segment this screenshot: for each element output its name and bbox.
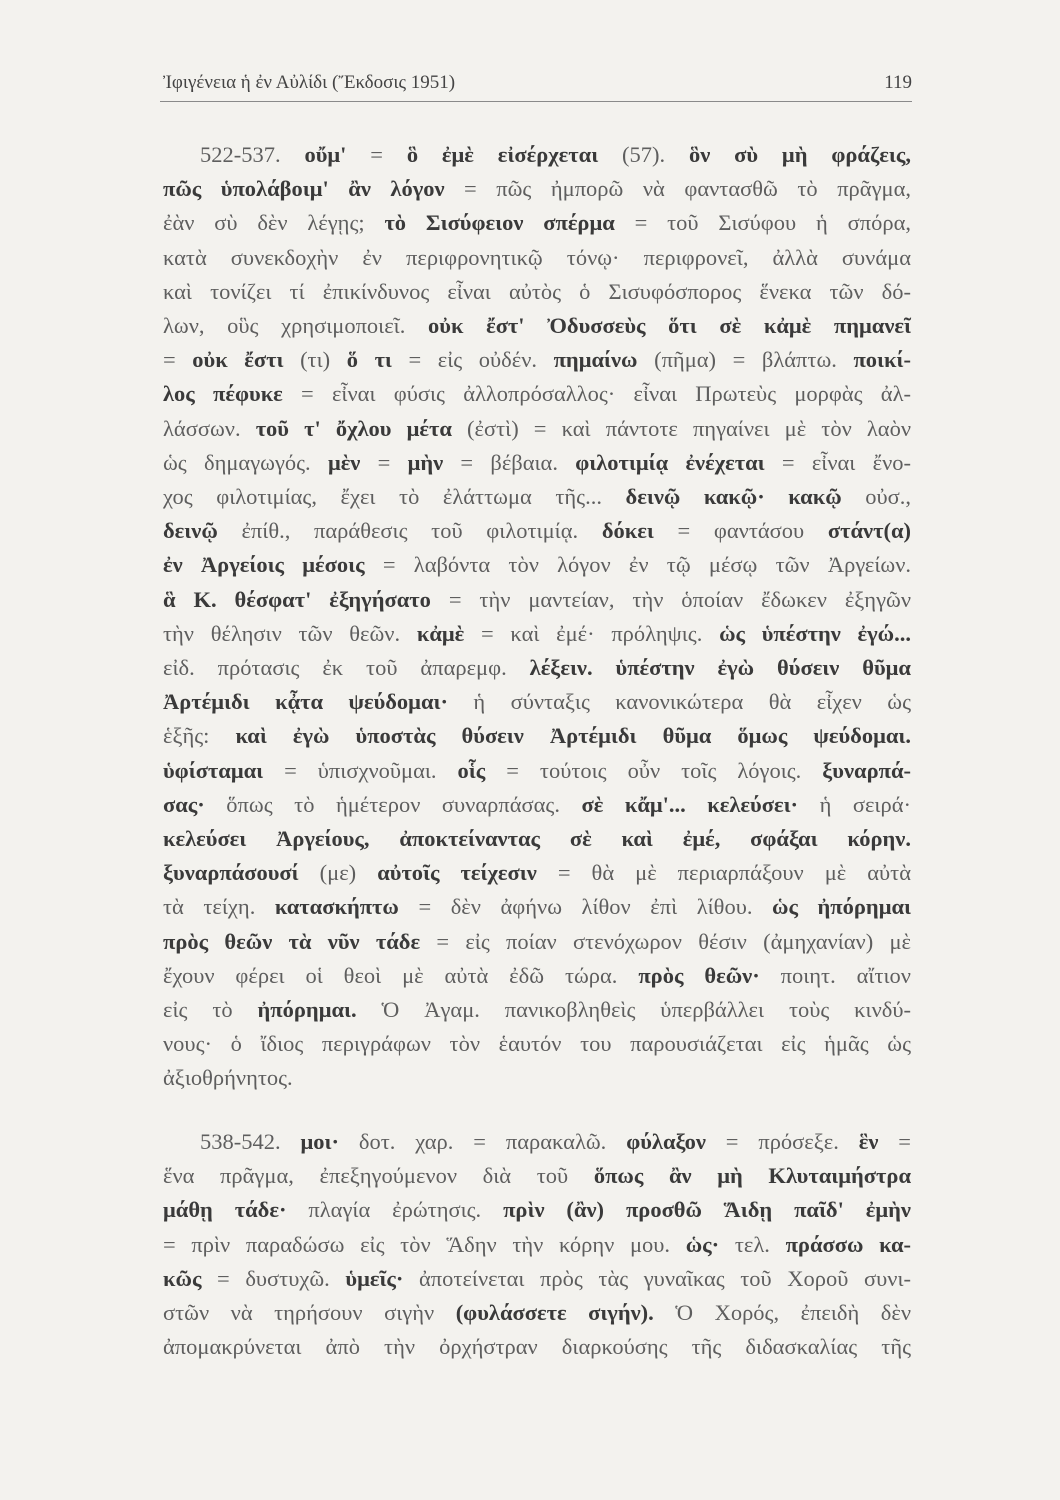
text-line <box>163 379 911 409</box>
lemma-term: πρὸς θεῶν· <box>638 962 760 988</box>
lemma-term: μοι· <box>300 1129 339 1154</box>
gloss-text: = <box>346 142 407 167</box>
gloss-text: οὐσ., <box>841 484 911 509</box>
gloss-text: εἰδ. πρότασις ἐκ τοῦ ἀπαρεμφ. <box>163 655 530 680</box>
text-line <box>163 1298 911 1328</box>
text-line <box>163 790 911 820</box>
gloss-text: = δυστυχῶ. <box>201 1265 346 1291</box>
text-line <box>163 311 911 341</box>
text-line <box>163 927 911 957</box>
gloss-text: = πρὶν παραδώσω εἰς τὸν Ἅδην τὴν κόρην μου. <box>163 1231 686 1257</box>
gloss-text: = λαβόντα τὸν λόγον ἐν τῷ μέσῳ τῶν Ἀργείων. <box>364 552 911 578</box>
running-title: Ἰφιγένεια ἡ ἐν Αὐλίδι (Ἔκδοσις 1951) <box>163 72 456 93</box>
gloss-text: εἰς τὸ <box>163 997 258 1022</box>
text-line <box>163 858 911 888</box>
text-line <box>163 1161 911 1191</box>
lemma-term: οὐκ ἔστι <box>192 347 284 373</box>
gloss-text: ἀποτείνεται πρὸς τὰς γυναῖκας τοῦ Χοροῦ συνι- <box>403 1265 911 1291</box>
lemma-term: κελεύσει Ἀργείους, ἀποκτείναντας σὲ καὶ ἐμέ, σφάξαι κόρην. <box>163 826 911 851</box>
gloss-text: ἡ σύνταξις κανονικώτερα θὰ εἶχεν ὡς <box>447 689 911 715</box>
gloss-text: 538-542. <box>200 1129 301 1154</box>
gloss-text: = <box>360 449 408 475</box>
lemma-term: πράσσω κα- <box>785 1231 912 1257</box>
text-line <box>163 482 911 512</box>
text-line <box>163 824 911 854</box>
lemma-term: μὲν <box>327 449 361 475</box>
lemma-term: δεινῷ <box>163 518 218 544</box>
page-number: 119 <box>884 72 912 93</box>
gloss-text: δοτ. χαρ. = παρακαλῶ. <box>339 1129 627 1154</box>
gloss-text: ἔχουν φέρει οἱ θεοὶ μὲ αὐτὰ ἐδῶ τώρα. <box>163 962 639 988</box>
gloss-text: = θὰ μὲ περιαρπάξουν μὲ αὐτὰ <box>536 860 912 886</box>
lemma-term: πρὸς θεῶν τὰ νῦν τάδε <box>163 928 421 954</box>
gloss-text: = τοῦ Σισύφου ἡ σπόρα, <box>614 210 911 236</box>
lemma-term: ἐν Ἀργείοις μέσοις <box>163 552 365 578</box>
text-line <box>163 140 911 170</box>
text-line <box>163 995 911 1025</box>
text-line <box>163 961 911 991</box>
gloss-text: τὰ τείχη. <box>163 894 275 920</box>
text-line <box>163 619 911 649</box>
lemma-term: ἓν <box>858 1129 879 1154</box>
gloss-text: = εἰς οὐδέν. <box>391 347 554 373</box>
lemma-term: ὡς· <box>685 1231 720 1257</box>
lemma-term: οὔμ' <box>304 142 347 167</box>
lemma-term: τοῦ τ' ὄχλου μέτα <box>255 415 452 441</box>
lemma-term: κῶς <box>163 1265 202 1291</box>
lemma-term: δόκει <box>601 518 654 544</box>
gloss-text: = εἰς ποίαν στενόχωρον θέσιν (ἀμηχανίαν) μὲ <box>420 928 912 954</box>
gloss-text: = δὲν ἀφήνω λίθον ἐπὶ λίθου. <box>398 894 773 920</box>
gloss-text: ἐὰν σὺ δὲν λέγῃς; <box>163 210 385 236</box>
text-line <box>163 208 911 238</box>
lemma-term: (φυλάσσετε σιγήν). <box>455 1300 654 1325</box>
lemma-term: ὃ ἐμὲ εἰσέρχεται <box>406 142 599 167</box>
lemma-term: σας· <box>163 791 205 817</box>
gloss-text: = ὑπισχνοῦμαι. <box>263 757 458 783</box>
gloss-text: πλαγία ἐρώτησις. <box>286 1197 504 1223</box>
gloss-text: = φαντάσου <box>653 518 828 544</box>
text-line <box>163 174 911 204</box>
gloss-text: = τὴν μαντείαν, τὴν ὁποίαν ἔδωκεν ἐξηγῶν <box>430 586 911 612</box>
header-rule <box>160 101 912 102</box>
gloss-text: Ὁ Ἀγαμ. πανικοβληθεὶς ὑπερβάλλει τοὺς κινδύ- <box>356 997 911 1022</box>
text-line <box>163 1332 911 1362</box>
gloss-text: ποιητ. αἴτιον <box>759 962 911 988</box>
text-line <box>163 892 911 922</box>
gloss-text: στῶν νὰ τηρήσουν σιγὴν <box>163 1300 456 1325</box>
lemma-term: φύλαξον <box>626 1129 706 1154</box>
lemma-term: κατασκήπτω <box>274 894 399 920</box>
lemma-term: πῶς ὑπολάβοιμ' ἂν λόγον <box>163 176 445 202</box>
text-line <box>163 756 911 786</box>
gloss-text: = πρόσεξε. <box>705 1129 859 1154</box>
gloss-text: καὶ τονίζει τί ἐπικίνδυνος εἶναι αὐτὸς ὁ Σισυφόσπορος ἕνεκα τῶν δό- <box>163 278 911 304</box>
lemma-term: πρὶν (ἂν) προσθῶ Ἅιδῃ παῖδ' ἐμὴν <box>503 1197 911 1223</box>
lemma-term: ὃν σὺ μὴ φράζεις, <box>689 142 911 167</box>
lemma-term: αὐτοῖς τείχεσιν <box>377 860 537 886</box>
lemma-term: λέξειν. ὑπέστην ἐγὼ θύσειν θῦμα <box>529 655 911 680</box>
lemma-term: λος πέφυκε <box>163 381 283 407</box>
gloss-text: ἀξιοθρήνητος. <box>163 1065 293 1091</box>
lemma-term: ποικί- <box>853 347 911 373</box>
gloss-text: = τούτοις οὖν τοῖς λόγοις. <box>485 757 823 783</box>
text-line <box>163 277 911 307</box>
lemma-term: ὑμεῖς· <box>345 1265 404 1291</box>
gloss-text: = εἶναι ἔνο- <box>764 449 911 475</box>
text-line <box>163 550 911 580</box>
text-line <box>163 687 911 717</box>
gloss-text: = πῶς ἠμπορῶ νὰ φαντασθῶ τὸ πρᾶγμα, <box>444 176 911 202</box>
lemma-term: ὅπως ἂν μὴ Κλυταιμήστρα <box>593 1163 911 1189</box>
gloss-text: ἀπομακρύνεται ἀπὸ τὴν ὀρχήστραν διαρκούσης τῆς διδασκαλίας τῆς <box>163 1334 911 1360</box>
lemma-term: ἠπόρημαι. <box>257 997 357 1022</box>
lemma-term: δεινῷ κακῷ· κακῷ <box>625 484 842 509</box>
lemma-term: σὲ κἄμ'... κελεύσει· <box>581 791 799 817</box>
gloss-text: = <box>878 1129 911 1154</box>
lemma-term: οὐκ ἔστ' Ὀδυσσεὺς ὅτι σὲ κἀμὲ πημανεῖ <box>428 313 911 338</box>
gloss-text: χος φιλοτιμίας, ἔχει τὸ ἐλάττωμα τῆς... <box>163 484 626 509</box>
lemma-term: οἷς <box>457 757 486 783</box>
gloss-text: λάσσων. <box>163 415 256 441</box>
gloss-text: ἡ σειρά· <box>798 791 911 817</box>
gloss-text: τὴν θέλησιν τῶν θεῶν. <box>163 620 417 646</box>
text-line <box>163 1127 911 1157</box>
gloss-text: (ἐστὶ) = καὶ πάντοτε πηγαίνει μὲ τὸν λαὸν <box>451 415 911 441</box>
gloss-text: (με) <box>298 860 378 886</box>
text-line <box>163 1195 911 1225</box>
text-line <box>163 516 911 546</box>
lemma-term: ξυναρπά- <box>822 757 912 783</box>
gloss-text: κατὰ συνεκδοχὴν ἐν περιφρονητικῷ τόνῳ· περιφρονεῖ, ἀλλὰ συνάμα <box>163 244 911 270</box>
gloss-text: = <box>163 347 193 373</box>
gloss-text: λων, οὓς χρησιμοποιεῖ. <box>163 313 429 338</box>
lemma-term: ὅ τι <box>346 347 392 373</box>
text-line <box>163 721 911 751</box>
gloss-text: ἐπίθ., παράθεσις τοῦ φιλοτιμίᾳ. <box>217 518 602 544</box>
gloss-text: Ὁ Χορός, ἐπειδὴ δὲν <box>653 1300 911 1325</box>
text-line <box>163 585 911 615</box>
text-line <box>163 1029 911 1059</box>
gloss-text: ἕνα πρᾶγμα, ἐπεξηγούμενον διὰ τοῦ <box>163 1163 594 1189</box>
text-line <box>163 653 911 683</box>
text-line <box>163 1264 911 1294</box>
lemma-term: ὡς ἠπόρημαι <box>772 894 911 920</box>
gloss-text: ὡς δημαγωγός. <box>163 449 328 475</box>
gloss-text: (πῆμα) = βλάπτω. <box>637 347 854 373</box>
lemma-term: πημαίνω <box>553 347 638 373</box>
text-line <box>163 243 911 273</box>
text-line <box>163 1230 911 1260</box>
gloss-text: = εἶναι φύσις ἀλλοπρόσαλλος· εἶναι Πρωτεὺς μορφὰς ἀλ- <box>282 381 911 407</box>
gloss-text: = βέβαια. <box>443 449 576 475</box>
lemma-term: τὸ Σισύφειον σπέρμα <box>384 210 615 236</box>
lemma-term: κἀμὲ <box>416 620 465 646</box>
gloss-text: (57). <box>598 142 689 167</box>
lemma-term: ξυναρπάσουσί <box>163 860 299 886</box>
text-line <box>163 345 911 375</box>
gloss-text: (τι) <box>283 347 347 373</box>
lemma-term: ἃ Κ. θέσφατ' ἐξηγήσατο <box>163 586 431 612</box>
gloss-text: 522-537. <box>200 142 305 167</box>
text-line <box>163 1063 911 1093</box>
lemma-term: Ἀρτέμιδι κᾆτα ψεύδομαι· <box>163 689 448 715</box>
gloss-text: = καὶ ἐμέ· πρόληψις. <box>464 620 720 646</box>
gloss-text: τελ. <box>719 1231 786 1257</box>
lemma-term: στάντ(α) <box>827 518 911 544</box>
lemma-term: ὑφίσταμαι <box>163 757 264 783</box>
gloss-text: νους· ὁ ἴδιος περιγράφων τὸν ἑαυτόν του παρουσιάζεται εἰς ἡμᾶς ὡς <box>163 1031 911 1057</box>
gloss-text: ὅπως τὸ ἡμέτερον συναρπάσας. <box>204 791 582 817</box>
gloss-text: ἑξῆς: <box>163 723 236 749</box>
lemma-term: ὡς ὑπέστην ἐγώ... <box>719 620 911 646</box>
lemma-term: μάθῃ τάδε· <box>163 1197 287 1223</box>
lemma-term: φιλοτιμίᾳ ἐνέχεται <box>575 449 765 475</box>
text-line <box>163 448 911 478</box>
lemma-term: καὶ ἐγὼ ὑποστὰς θύσειν Ἀρτέμιδι θῦμα ὅμως ψεύδομαι. <box>235 723 911 749</box>
text-line <box>163 414 911 444</box>
lemma-term: μὴν <box>407 449 444 475</box>
